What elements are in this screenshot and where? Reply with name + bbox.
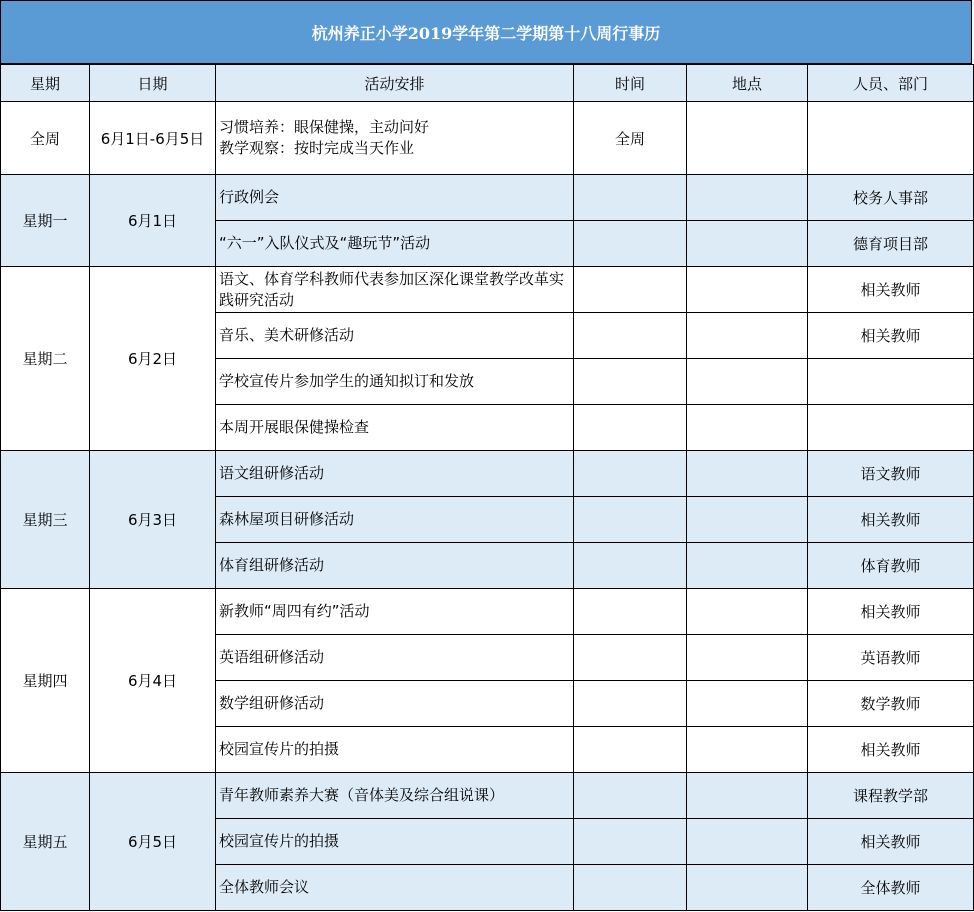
place-cell [687, 773, 808, 819]
time-cell [574, 267, 687, 313]
place-cell [687, 267, 808, 313]
activity-cell: 新教师“周四有约”活动 [216, 589, 574, 635]
time-cell [574, 451, 687, 497]
header-date: 日期 [90, 65, 216, 102]
people-cell: 数学教师 [808, 681, 974, 727]
activity-cell: 全体教师会议 [216, 865, 574, 911]
activity-cell: 语文、体育学科教师代表参加区深化课堂教学改革实践研究活动 [216, 267, 574, 313]
people-cell: 体育教师 [808, 543, 974, 589]
activity-cell: 英语组研修活动 [216, 635, 574, 681]
activity-cell: 语文组研修活动 [216, 451, 574, 497]
header-place: 地点 [687, 65, 808, 102]
date-cell: 6月5日 [90, 773, 216, 911]
table-row [1, 589, 974, 635]
schedule-table [0, 64, 974, 911]
table-row [1, 175, 974, 221]
date-cell: 6月2日 [90, 267, 216, 451]
activity-line: 教学观察：按时完成当天作业 [219, 139, 415, 157]
day-cell: 全周 [1, 102, 90, 175]
table-row [1, 102, 974, 175]
time-cell [574, 635, 687, 681]
time-cell [574, 773, 687, 819]
activity-cell: “六一”入队仪式及“趣玩节”活动 [216, 221, 574, 267]
time-cell: 全周 [574, 102, 687, 175]
place-cell [687, 221, 808, 267]
people-cell [808, 102, 974, 175]
place-cell [687, 102, 808, 175]
place-cell [687, 405, 808, 451]
people-cell: 校务人事部 [808, 175, 974, 221]
activity-cell: 校园宣传片的拍摄 [216, 819, 574, 865]
time-cell [574, 313, 687, 359]
place-cell [687, 359, 808, 405]
place-cell [687, 543, 808, 589]
time-cell [574, 359, 687, 405]
people-cell: 相关教师 [808, 313, 974, 359]
activity-cell [216, 102, 574, 175]
header-time: 时间 [574, 65, 687, 102]
people-cell: 英语教师 [808, 635, 974, 681]
time-cell [574, 819, 687, 865]
activity-cell: 数学组研修活动 [216, 681, 574, 727]
activity-cell: 行政例会 [216, 175, 574, 221]
place-cell [687, 635, 808, 681]
activity-cell: 青年教师素养大赛（音体美及综合组说课） [216, 773, 574, 819]
people-cell: 相关教师 [808, 497, 974, 543]
date-cell: 6月1日 [90, 175, 216, 267]
time-cell [574, 543, 687, 589]
people-cell [808, 359, 974, 405]
people-cell: 语文教师 [808, 451, 974, 497]
place-cell [687, 313, 808, 359]
day-cell: 星期四 [1, 589, 90, 773]
day-cell: 星期三 [1, 451, 90, 589]
day-cell: 星期二 [1, 267, 90, 451]
people-cell: 相关教师 [808, 727, 974, 773]
place-cell [687, 727, 808, 773]
place-cell [687, 451, 808, 497]
place-cell [687, 589, 808, 635]
time-cell [574, 681, 687, 727]
people-cell [808, 405, 974, 451]
header-activity: 活动安排 [216, 65, 574, 102]
activity-cell: 本周开展眼保健操检查 [216, 405, 574, 451]
place-cell [687, 681, 808, 727]
activity-cell: 森林屋项目研修活动 [216, 497, 574, 543]
time-cell [574, 589, 687, 635]
people-cell: 相关教师 [808, 819, 974, 865]
activity-cell: 学校宣传片参加学生的通知拟订和发放 [216, 359, 574, 405]
table-row [1, 267, 974, 313]
header-people: 人员、部门 [808, 65, 974, 102]
date-cell: 6月3日 [90, 451, 216, 589]
people-cell: 课程教学部 [808, 773, 974, 819]
header-row [1, 65, 974, 102]
place-cell [687, 175, 808, 221]
people-cell: 德育项目部 [808, 221, 974, 267]
activity-cell: 校园宣传片的拍摄 [216, 727, 574, 773]
time-cell [574, 221, 687, 267]
time-cell [574, 175, 687, 221]
header-day: 星期 [1, 65, 90, 102]
time-cell [574, 865, 687, 911]
place-cell [687, 865, 808, 911]
place-cell [687, 819, 808, 865]
schedule-title: 杭州养正小学2019学年第二学期第十八周行事历 [0, 0, 972, 64]
activity-line: 习惯培养：眼保健操，主动问好 [219, 118, 430, 136]
people-cell: 全体教师 [808, 865, 974, 911]
time-cell [574, 727, 687, 773]
table-row [1, 773, 974, 819]
date-cell: 6月1日-6月5日 [90, 102, 216, 175]
day-cell: 星期五 [1, 773, 90, 911]
place-cell [687, 497, 808, 543]
people-cell: 相关教师 [808, 267, 974, 313]
activity-cell: 音乐、美术研修活动 [216, 313, 574, 359]
day-cell: 星期一 [1, 175, 90, 267]
time-cell [574, 405, 687, 451]
people-cell: 相关教师 [808, 589, 974, 635]
date-cell: 6月4日 [90, 589, 216, 773]
table-row [1, 451, 974, 497]
activity-cell: 体育组研修活动 [216, 543, 574, 589]
time-cell [574, 497, 687, 543]
